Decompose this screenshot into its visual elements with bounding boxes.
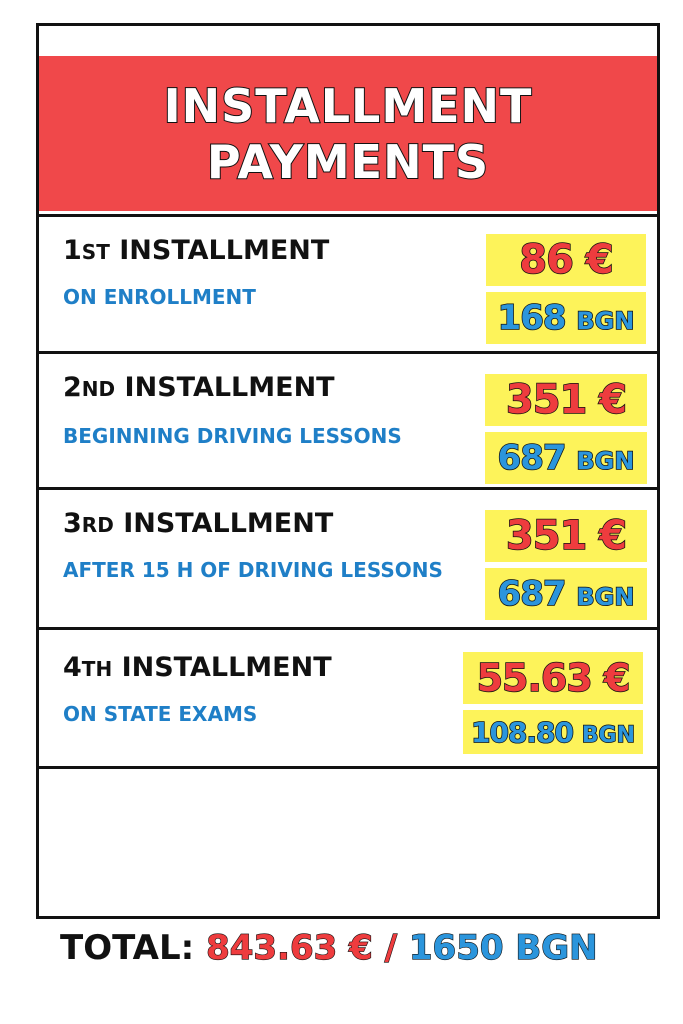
eur-amount: 351 € xyxy=(505,377,627,423)
installment-title: 4TH INSTALLMENT xyxy=(63,652,332,683)
installment-card xyxy=(36,23,660,919)
installment-subtitle: ON ENROLLMENT xyxy=(63,285,256,309)
header-banner xyxy=(39,56,657,211)
eur-price-box xyxy=(485,374,647,426)
bgn-amount: 687 BGN xyxy=(497,574,635,614)
header-title-line2: PAYMENTS xyxy=(206,134,490,189)
bgn-amount: 168 BGN xyxy=(497,298,635,338)
eur-price-box xyxy=(463,652,643,704)
total-bgn: 1650 BGN xyxy=(408,928,598,968)
bgn-price-box xyxy=(485,432,647,484)
total-eur: 843.63 € xyxy=(206,928,373,968)
installment-row-2 xyxy=(39,351,657,487)
eur-amount: 351 € xyxy=(505,513,627,559)
installment-title: 3RD INSTALLMENT xyxy=(63,508,334,539)
installment-row-1 xyxy=(39,214,657,351)
bgn-price-box xyxy=(486,292,646,344)
installment-row-3 xyxy=(39,487,657,627)
eur-price-box xyxy=(486,234,646,286)
eur-price-box xyxy=(485,510,647,562)
bgn-amount: 108.80 BGN xyxy=(470,715,636,749)
eur-amount: 86 € xyxy=(519,237,613,283)
bgn-price-box xyxy=(463,710,643,754)
installment-subtitle: ON STATE EXAMS xyxy=(63,702,258,726)
total-label: TOTAL: xyxy=(60,928,195,968)
divider xyxy=(39,766,657,769)
installment-title: 2ND INSTALLMENT xyxy=(63,372,335,403)
installment-subtitle: AFTER 15 H OF DRIVING LESSONS xyxy=(63,558,443,582)
total-line xyxy=(60,928,598,968)
installment-subtitle: BEGINNING DRIVING LESSONS xyxy=(63,424,402,448)
bgn-price-box xyxy=(485,568,647,620)
bgn-amount: 687 BGN xyxy=(497,438,635,478)
total-separator: / xyxy=(384,928,398,968)
eur-amount: 55.63 € xyxy=(476,656,630,700)
header-title-line1: INSTALLMENT xyxy=(163,78,533,133)
installment-row-4 xyxy=(39,627,657,766)
installment-title: 1ST INSTALLMENT xyxy=(63,235,330,266)
